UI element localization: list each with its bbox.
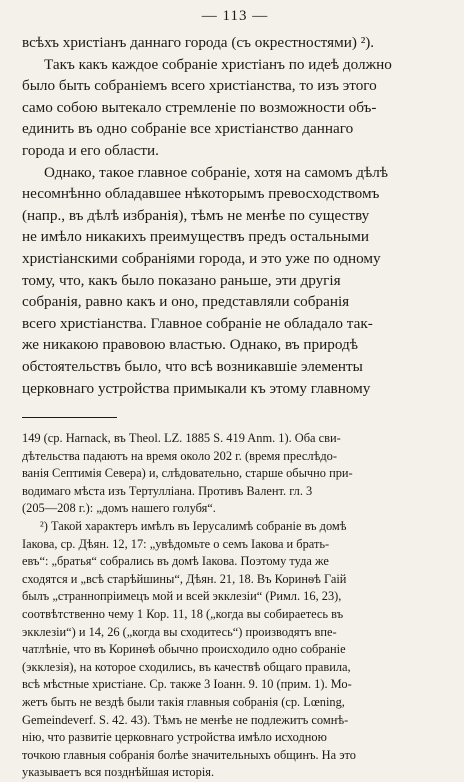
footnote-line: всѣ мѣстные христіане. Ср. также 3 Іоанн. 9. 10 (прим. 1). Мо- xyxy=(22,677,352,692)
footnote-line: соотвѣтственно чему 1 Кор. 11, 18 („когда вы собираетесь въ xyxy=(22,607,344,622)
text-line: христіанскими собраніями города, и это уже по одному xyxy=(22,249,381,267)
footnote-line: ванія Септимія Севера) и, слѣдовательно, старше обычно при- xyxy=(22,466,353,481)
text-line: всѣхъ христіанъ даннаго города (съ окрестностями) ²). xyxy=(22,34,375,51)
text-line: не имѣло никакихъ преимуществъ предъ остальными xyxy=(22,228,369,246)
text-line: было быть собраніемъ всего христіанства, то изъ этого xyxy=(22,77,377,95)
text-line: Такъ какъ каждое собраніе христіанъ по идеѣ должно xyxy=(44,55,392,73)
text-line: же никакою правовою властью. Однако, въ природѣ xyxy=(22,336,358,354)
footnote-line: 149 (ср. Harnack, въ Theol. LZ. 1885 S. 419 Anm. 1). Оба сви- xyxy=(22,431,341,446)
main-text xyxy=(22,32,448,399)
footnote-line: указываетъ вся позднѣйшая исторія. xyxy=(22,765,215,780)
footnote-line: евъ“: „братья“ собрались въ домѣ Іакова. Поэтому туда же xyxy=(22,554,329,569)
footnote-line: жетъ быть не вездѣ были такія главныя собранія (ср. Lœning, xyxy=(22,695,345,709)
footnote-line: (экклезія), на которое сходились, въ качествѣ общаго правила, xyxy=(22,659,351,674)
text-line: (напр., въ дѣлѣ избранія), тѣмъ не менѣе по существу xyxy=(22,206,370,224)
footnote-line: (205—208 г.): „домъ нашего голубя“. xyxy=(22,501,216,516)
footnote-divider xyxy=(22,417,117,418)
footnote-line: дѣтельства падаютъ на время около 202 г. (время преслѣдо- xyxy=(22,448,337,463)
footnote-line: Gemeindeverf. S. 42. 43). Тѣмъ не менѣе не подлежитъ сомнѣ- xyxy=(22,712,349,727)
text-line: обстоятельствъ было, что всѣ возникавшіе элементы xyxy=(22,357,363,375)
footnote-line: водимаго мѣста изъ Тертулліана. Противъ Валент. гл. 3 xyxy=(22,483,313,498)
footnote-line: Іакова, ср. Дѣян. 12, 17: „увѣдомьте о семъ Іакова и брать- xyxy=(22,536,330,551)
text-line: само собою вытекало стремленіе по возможности объ- xyxy=(22,98,377,116)
footnote-line: экклезіи“) и 14, 26 („когда вы сходитесь“) производятъ впе- xyxy=(22,624,337,639)
text-line: всего христіанства. Главное собраніе не обладало так- xyxy=(22,314,373,332)
footnote-line: точкою главныя собранія болѣе значительныхъ общинъ. На это xyxy=(22,747,356,762)
text-line: несомнѣнно обладавшее нѣкоторымъ превосходствомъ xyxy=(22,185,380,203)
footnote-line: сходятся и „всѣ старѣйшины“, Дѣян. 21, 18. Въ Коринѳѣ Гаій xyxy=(22,571,347,586)
footnote-line: нію, что развитіе церковнаго устройства имѣло исходною xyxy=(22,730,327,745)
text-line: города и его области. xyxy=(22,141,159,159)
footnote-line: чатлѣніе, что въ Коринѳѣ обычно происходило одно собраніе xyxy=(22,642,346,657)
footnotes xyxy=(22,430,448,782)
text-line: тому, что, какъ было показано раньше, эти другія xyxy=(22,271,341,289)
text-line: единить въ одно собраніе все христіанство даннаго xyxy=(22,120,354,138)
text-line: собранія, равно какъ и оно, представляли собранія xyxy=(22,293,350,311)
footnote-line: былъ „страннопріимецъ мой и всей экклезіи“ (Римл. 16, 23), xyxy=(22,589,342,604)
footnote-line: ²) Такой характеръ имѣлъ въ Іерусалимѣ собраніе въ домѣ xyxy=(40,519,347,534)
text-line: церковнаго устройства примыкали къ этому главному xyxy=(22,379,371,397)
text-line: Однако, такое главное собраніе, хотя на самомъ дѣлѣ xyxy=(44,163,389,181)
page-number: — 113 — xyxy=(201,8,269,24)
